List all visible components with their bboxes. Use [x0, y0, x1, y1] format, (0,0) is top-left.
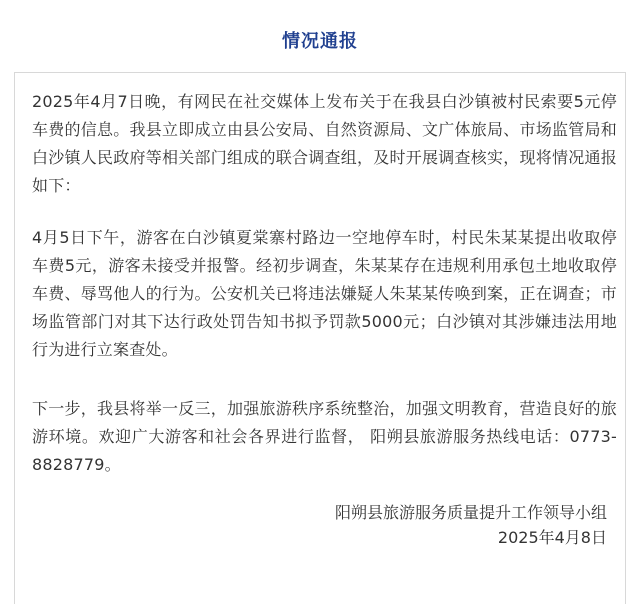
notice-paragraph-findings: 4月5日下午，游客在白沙镇夏棠寨村路边一空地停车时，村民朱某某提出收取停车费5元，游客未接受并报警。经初步调查，朱某某存在违规利用承包土地收取停车费、辱骂他人的行为。公安机关已将违法嫌疑人朱某某传唤到案，正在调查；市场监管部门对其下达行政处罚告知书拟予罚款5000元；白沙镇对其涉嫌违法用地行为进行立案查处。: [32, 228, 617, 359]
notice-body-panel: [14, 72, 626, 604]
notice-title: 情况通报: [282, 31, 358, 52]
notice-paragraph-next-steps: 下一步，我县将举一反三，加强旅游秩序系统整治，加强文明教育，营造良好的旅游环境。欢迎广大游客和社会各界进行监督， 阳朔县旅游服务热线电话：0773-8828779。: [32, 399, 617, 474]
notice-paragraph-intro: 2025年4月7日晚，有网民在社交媒体上发布关于在我县白沙镇被村民索要5元停车费的信息。我县立即成立由县公安局、自然资源局、文广体旅局、市场监管局和白沙镇人民政府等相关部门组成的联合调查组，及时开展调查核实，现将情况通报如下：: [32, 92, 617, 195]
signature-date: 2025年4月8日: [497, 528, 607, 547]
signature-organization: 阳朔县旅游服务质量提升工作领导小组: [334, 503, 607, 522]
